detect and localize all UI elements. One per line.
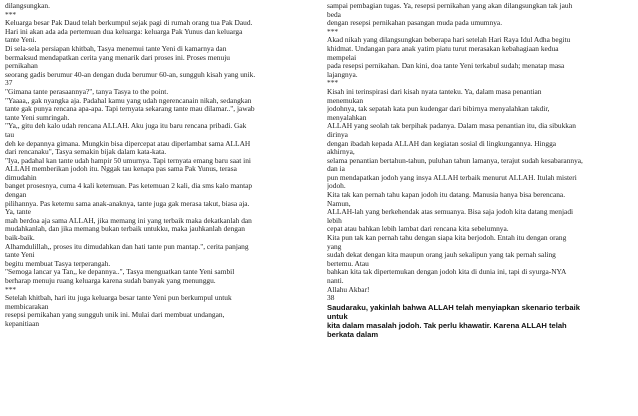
left-line: kepanitiaan — [5, 319, 40, 328]
left-text-column — [5, 2, 311, 329]
right-line: dengan ibadah kepada ALLAH dan kegiatan sosial di lingkungannya. Hingga — [327, 139, 557, 148]
right-line: *** — [327, 79, 339, 88]
left-line: tau — [5, 130, 15, 139]
right-line: Allahu Akbar! — [327, 285, 370, 294]
left-line: tante Yeni sumringah. — [5, 113, 70, 122]
right-line: dengan resepsi pernikahan pasangan muda pada umumnya. — [327, 19, 503, 28]
right-line: bahkan kita tak dipertemukan dengan jodoh kita di dunia ini, tapi di syurga-NYA — [327, 268, 567, 277]
right-line: bertemu. Atau — [327, 259, 369, 268]
right-line: dan ia — [327, 165, 345, 174]
left-line: tante Yeni — [5, 251, 35, 260]
left-line: dari rencanaku", Tasya semakin bijak dalam kata-kata. — [5, 148, 167, 157]
left-line: resepsi pernikahan yang sungguh unik ini. Mulai dari membuat undangan, — [5, 311, 225, 320]
left-line: Setelah khitbah, hari itu juga keluarga besar tante Yeni pun berkumpul untuk — [5, 294, 232, 303]
left-line: Alhamdulillah,, proses itu dimudahkan dan hati tante pun mantap.", cerita panjang — [5, 242, 249, 251]
right-line: ALLAH yang seolah tak berpihak padanya. Dalam masa penantian itu, dia sibukkan — [327, 122, 576, 131]
left-line: membicarakan — [5, 302, 49, 311]
right-line: jodoh. — [327, 182, 346, 191]
right-line: akhirnya, — [327, 148, 355, 157]
left-line: dimudahin — [5, 173, 37, 182]
right-line: pada resepsi pernikahan. Dan kini, doa tante Yeni terkabul sudah; menatap masa — [327, 62, 565, 71]
left-line: pilihannya. Pas ketemu sama anak-anaknya, tante juga gak merasa takut, biasa aja. — [5, 199, 250, 208]
right-bold-line: berkata dalam — [327, 329, 379, 339]
right-line: Akad nikah yang dilangsungkan beberapa hari setelah Hari Raya Idul Adha begitu — [327, 36, 571, 45]
right-line: sampai pembagian tugas. Ya, resepsi pernikahan yang akan dilangsungkan tak jauh — [327, 2, 573, 10]
left-block — [5, 2, 311, 329]
left-line: baik-baik. — [5, 234, 35, 243]
left-line: "Yaaaa,, gak nyangka aja. Padahal kamu yang udah ngerencanain nikah, sedangkan — [5, 96, 252, 105]
right-text-column — [327, 2, 633, 339]
left-line: deh ke depannya gimana. Mungkin bisa dipercepat atau diperlambat sama ALLAH — [5, 139, 251, 148]
right-line: Kita pun tak kan pernah tahu dengan siapa kita berjodoh. Entah itu dengan orang — [327, 234, 567, 243]
left-line: berharap menuju ruang keluarga karena sudah banyak yang menunggu. — [5, 277, 216, 285]
right-line: cepat atau bahkan lebih lambat dari rencana kita sebelumnya. — [327, 225, 509, 234]
right-line: Kita tak kan pernah tahu kapan jodoh itu datang. Manusia hanya bisa berencana. — [327, 191, 566, 200]
left-line: *** — [5, 10, 17, 19]
left-line: 37 — [5, 79, 13, 88]
left-line: bermaksud mendapatkan cerita yang menarik dari proses ini. Proses menuju — [5, 53, 230, 62]
right-line: mempelai — [327, 53, 357, 62]
left-line: "Semoga lancar ya Tan,, ke depannya..", Tasya menguatkan tante Yeni sambil — [5, 268, 235, 277]
right-line: dirinya — [327, 130, 348, 139]
left-line: dilangsungkan. — [5, 2, 50, 10]
right-line: Kisah ini terinspirasi dari kisah nyata tanteku. Ya, dalam masa penantian — [327, 87, 542, 96]
right-line: khidmat. Undangan para anak yatim piatu turut merasakan kebahagiaan kedua — [327, 44, 559, 53]
right-line: 38 — [327, 294, 335, 303]
right-line: jodohnya, tak sepatah kata pun kudengar dari bibirnya menyalahkan takdir, — [327, 105, 550, 114]
left-line: "Gimana tante perasaannya?", tanya Tasya to the point. — [5, 87, 169, 96]
left-line: ALLAH memberikan jodoh itu. Nggak tau kenapa pas sama Pak Yunus, terasa — [5, 165, 237, 174]
left-line: Keluarga besar Pak Daud telah berkumpul sejak pagi di rumah orang tua Pak Daud. — [5, 19, 253, 28]
right-line: yang — [327, 242, 342, 251]
right-bold-line: Saudaraku, yakinlah bahwa ALLAH telah menyiapkan skenario terbaik — [327, 302, 580, 312]
left-line: begitu membuat Tasya terperangah. — [5, 259, 111, 268]
right-block — [327, 2, 633, 303]
left-line: tante Yeni. — [5, 36, 37, 45]
left-line: "Iya, padahal kan tante udah hampir 50 umurnya. Tapi ternyata emang baru saat ini — [5, 156, 251, 165]
right-line: sudah dekat dengan kita maupun orang jauh sekalipun yang tak pernah saling — [327, 251, 556, 260]
right-line: beda — [327, 10, 341, 19]
left-line: mah berdoa aja sama ALLAH, jika memang ini yang terbaik maka dekatkanlah dan — [5, 216, 252, 225]
left-line: Ya, tante — [5, 208, 31, 217]
right-line: *** — [327, 27, 339, 36]
right-bold-line: kita dalam masalah jodoh. Tak perlu khawatir. Karena ALLAH telah — [327, 320, 567, 330]
left-line: pernikahan — [5, 62, 38, 71]
left-line: "Ya,, gitu deh kalo udah rencana ALLAH. Aku juga itu baru rencana pribadi. Gak — [5, 122, 247, 131]
left-line: *** — [5, 285, 17, 294]
left-line: seorang gadis berumur 40-an dengan duda berumur 60-an, sungguh kisah yang unik. — [5, 70, 256, 79]
right-line: Namun, — [327, 199, 351, 208]
right-bold-line: untuk — [327, 311, 348, 321]
right-line: nanti. — [327, 277, 344, 285]
right-line: lebih — [327, 216, 342, 225]
left-line: dengan — [5, 191, 27, 200]
right-line: ALLAH-lah yang berkehendak atas semuanya. Bisa saja jodoh kita datang menjadi — [327, 208, 574, 217]
right-line: pun mendapatkan jodoh yang insya ALLAH terbaik menurut ALLAH. Itulah misteri — [327, 173, 577, 182]
left-line: Di sela-sela persiapan khitbah, Tasya menemui tante Yeni di kamarnya dan — [5, 44, 227, 53]
right-line: menemukan — [327, 96, 364, 105]
right-line: menyalahkan — [327, 113, 367, 122]
left-line: Hari ini akan ada ada pertemuan dua keluarga: keluarga Pak Yunus dan keluarga — [5, 27, 243, 36]
right-line: lajangnya. — [327, 70, 358, 79]
left-line: tante gak punya rencana apa-apa. Tapi ternyata sekarang tante mau dilamar..", jawab — [5, 105, 255, 114]
right-bold-block — [327, 303, 633, 339]
right-line: selama penantian bertahun-tahun, puluhan tahun lamanya, terajut sudah kesabarannya, — [327, 156, 583, 165]
left-line: banget prosesnya, cuma 4 kali ketemuan. Pas ketemuan 2 kali, dia sms kalo mantap — [5, 182, 253, 191]
left-line: mudahkanlah, dan jika memang bukan terbaik untukku, maka jauhkanlah dengan — [5, 225, 245, 234]
